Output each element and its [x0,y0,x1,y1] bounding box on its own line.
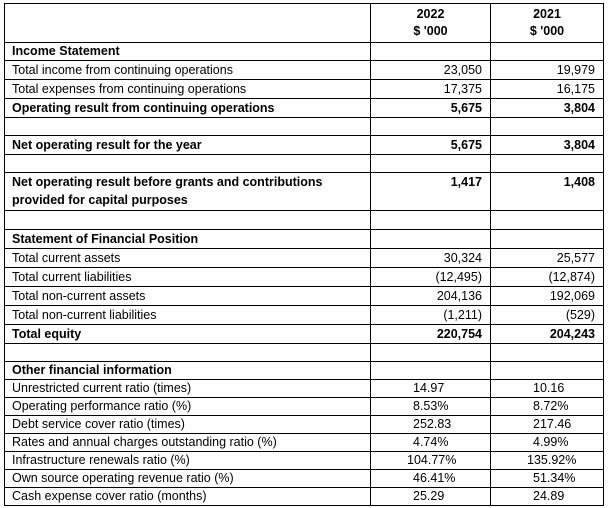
value-2022: 23,050 [443,63,482,77]
value-2021: 8.72% [533,399,569,413]
value-2021: 204,243 [549,327,595,341]
value-2022: 30,324 [443,251,482,265]
table-row [5,415,603,433]
table-row [5,487,603,505]
table-row [5,325,603,343]
row-label: Total income from continuing operations [12,63,233,77]
value-2021: (12,874) [548,270,595,284]
table-header [5,4,603,42]
section-title-income-statement [5,42,603,60]
value-2021: 16,175 [556,82,595,96]
row-label: Total non-current liabilities [12,308,157,322]
table-row [5,306,603,324]
table-row [5,397,603,415]
value-2021: 192,069 [549,289,595,303]
value-2022: 204,136 [436,289,482,303]
row-label: Total non-current assets [12,289,146,303]
section-title-financial-position [5,230,603,248]
value-2021: 4.99% [533,435,569,449]
row-label: Infrastructure renewals ratio (%) [12,453,190,467]
row-label: Total equity [12,327,82,341]
value-2022: 252.83 [413,417,452,431]
financial-summary-table [4,3,604,506]
value-2022: 46.41% [413,471,456,485]
value-2021: 51.34% [533,471,576,485]
table-row [5,80,603,98]
value-2021: (529) [565,308,595,322]
table-row [5,469,603,487]
row-label: Unrestricted current ratio (times) [12,381,192,395]
table-row-net-operating-result [5,136,603,154]
table-row [5,433,603,451]
section-title-other-info [5,361,603,379]
header-2022 [371,4,490,42]
row-label: Rates and annual charges outstanding ratio (%) [12,435,277,449]
row-label: Debt service cover ratio (times) [12,417,185,431]
value-2021: 217.46 [533,417,572,431]
value-2022: 17,375 [443,82,482,96]
value-2022: 8.53% [413,399,449,413]
row-label: Operating result from continuing operations [12,101,275,115]
value-2021: 135.92% [527,453,577,467]
row-label: Net operating result for the year [12,138,202,152]
value-2022: 4.74% [413,435,449,449]
year-2021-label: 2021 [533,7,561,21]
table-row [5,99,603,117]
table-row-net-operating-before-grants [5,173,603,209]
row-label: Own source operating revenue ratio (%) [12,471,234,485]
row-label: Total current assets [12,251,121,265]
row-label: Total current liabilities [12,270,132,284]
value-2022: 104.77% [407,453,457,467]
table-row [5,268,603,286]
value-2021: 19,979 [556,63,595,77]
header-2021 [491,4,603,42]
other-info-title: Other financial information [12,363,172,377]
table-row [5,61,603,79]
value-2022: 14.97 [413,381,445,395]
table-row [5,287,603,305]
value-2021: 3,804 [563,101,595,115]
value-2021: 3,804 [563,138,595,152]
value-2022: 5,675 [450,138,482,152]
value-2022: (1,211) [443,308,482,322]
financial-position-title: Statement of Financial Position [12,232,199,246]
unit-2022-label: $ '000 [413,24,448,38]
value-2021: 1,408 [563,175,595,189]
year-2022-label: 2022 [416,7,445,21]
value-2021: 25,577 [556,251,595,265]
row-label: Cash expense cover ratio (months) [12,489,207,503]
table-row [5,379,603,397]
table-row [5,451,603,469]
table-row [5,249,603,267]
value-2021: 24.89 [533,489,565,503]
value-2021: 10.16 [533,381,565,395]
value-2022: 25.29 [413,489,445,503]
income-statement-title: Income Statement [12,44,120,58]
row-label: Total expenses from continuing operations [12,82,247,96]
row-label: Operating performance ratio (%) [12,399,192,413]
value-2022: 5,675 [450,101,482,115]
value-2022: (12,495) [435,270,482,284]
row-label: Net operating result before grants and contributions provided for capital purposes [12,175,323,207]
value-2022: 1,417 [450,175,482,189]
unit-2021-label: $ '000 [529,24,565,38]
value-2022: 220,754 [436,327,482,341]
